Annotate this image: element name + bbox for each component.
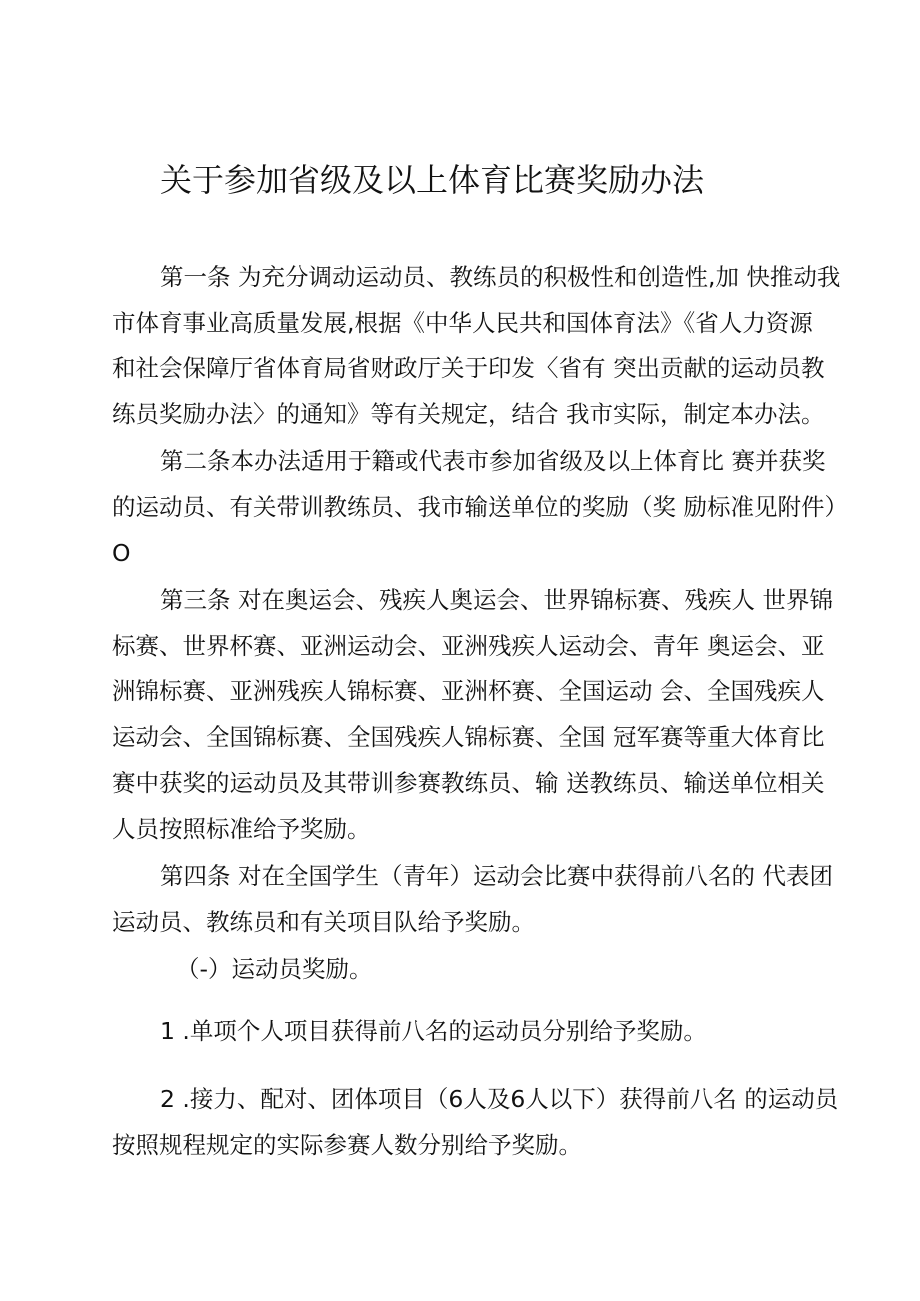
item-2-line-2: 按照规程规定的实际参赛人数分别给予奖励。 — [112, 1131, 582, 1159]
article-3-line-3: 洲锦标赛、亚洲残疾人锦标赛、亚洲杯赛、全国运动 会、全国残疾人 — [112, 677, 825, 705]
item-2-line-1: 2 .接力、配对、团体项目（6人及6人以下）获得前八名 的运动员 — [160, 1085, 839, 1113]
article-1-line-3: 和社会保障厅省体育局省财政厅关于印发〈省有 突出贡献的运动员教 — [112, 354, 825, 382]
article-3-line-6: 人员按照标准给予奖励。 — [112, 815, 371, 843]
article-1-line-4: 练员奖励办法〉的通知》等有关规定，结合 我市实际，制定本办法。 — [112, 400, 825, 428]
article-4-line-2: 运动员、教练员和有关项目队给予奖励。 — [112, 908, 535, 936]
article-2-line-2: 的运动员、有关带训教练员、我市输送单位的奖励（奖 励标准见附件） — [112, 493, 848, 521]
article-3-line-2: 标赛、世界杯赛、亚洲运动会、亚洲残疾人运动会、青年 奥运会、亚 — [112, 632, 825, 660]
document-title: 关于参加省级及以上体育比赛奖励办法 — [160, 161, 705, 199]
article-3-line-4: 运动会、全国锦标赛、全国残疾人锦标赛、全国 冠军赛等重大体育比 — [112, 723, 825, 751]
article-3-line-5: 赛中获奖的运动员及其带训参赛教练员、输 送教练员、输送单位相关 — [112, 769, 825, 797]
article-2-line-1: 第二条本办法适用于籍或代表市参加省级及以上体育比 赛并获奖 — [160, 447, 826, 475]
article-3-line-1: 第三条 对在奥运会、残疾人奥运会、世界锦标赛、残疾人 世界锦 — [160, 586, 833, 614]
article-2-line-3: O — [112, 539, 131, 567]
article-1-line-1: 第一条 为充分调动运动员、教练员的积极性和创造性,加 快推动我 — [160, 263, 841, 291]
athlete-award-heading: （-）运动员奖励。 — [176, 955, 373, 983]
item-1-line-1: 1 .单项个人项目获得前八名的运动员分别给予奖励。 — [160, 1017, 707, 1045]
article-4-line-1: 第四条 对在全国学生（青年）运动会比赛中获得前八名的 代表团 — [160, 862, 833, 890]
article-1-line-2: 市体育事业高质量发展,根据《中华人民共和国体育法》《省人力资源 — [112, 309, 813, 337]
